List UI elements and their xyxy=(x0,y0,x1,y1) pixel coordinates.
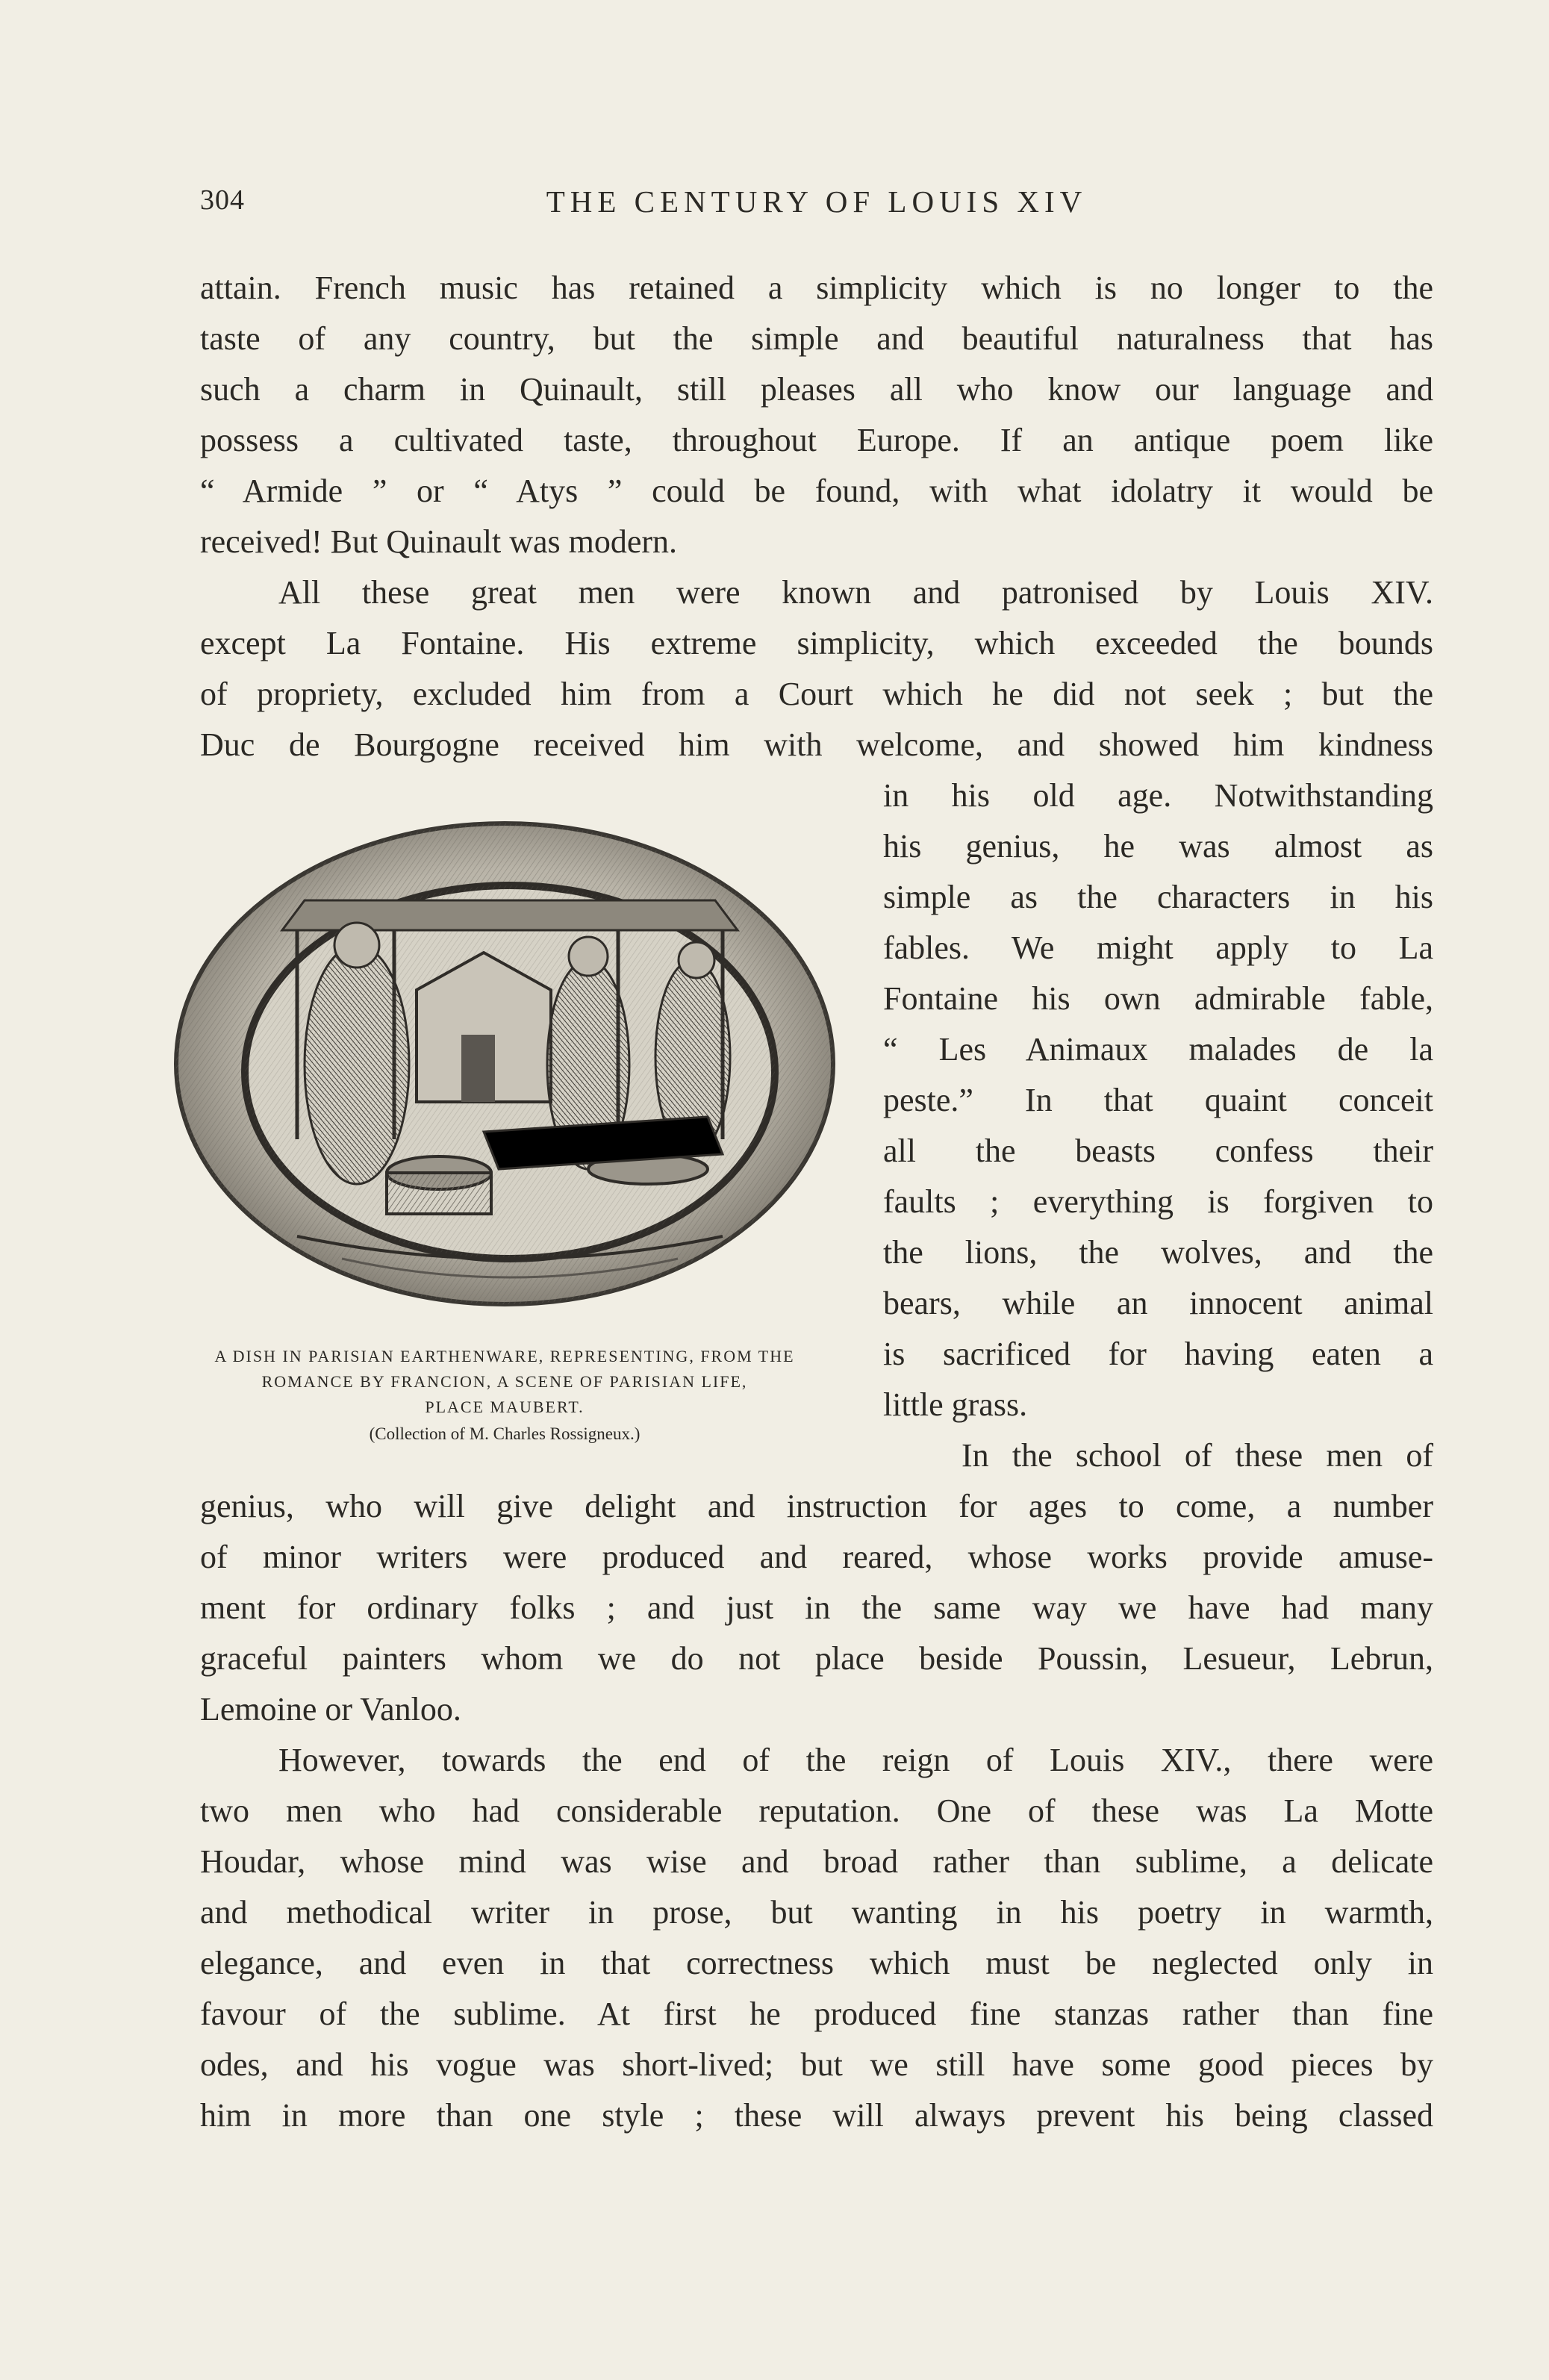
page-number: 304 xyxy=(200,184,245,216)
body-line: two men who had considerable reputation. One of these was La Motte xyxy=(200,1792,1433,1829)
body-line: in his old age. Notwithstanding xyxy=(883,777,1433,814)
body-line: the lions, the wolves, and the xyxy=(883,1234,1433,1271)
body-line: graceful painters whom we do not place beside Poussin, Lesueur, Lebrun, xyxy=(200,1640,1433,1677)
body-line: Lemoine or Vanloo. xyxy=(200,1691,461,1728)
body-line: received! But Quinault was modern. xyxy=(200,523,678,560)
body-line: “ Les Animaux malades de la xyxy=(883,1031,1433,1068)
body-line: of minor writers were produced and reared, whose works provide amuse- xyxy=(200,1539,1433,1575)
earthenware-dish-illustration xyxy=(170,818,839,1309)
dish-engraving-image xyxy=(170,818,839,1309)
body-line: bears, while an innocent animal xyxy=(883,1285,1433,1321)
figure-caption-line: PLACE MAUBERT. xyxy=(425,1398,585,1416)
body-line: except La Fontaine. His extreme simplicity, which exceeded the bounds xyxy=(200,625,1433,661)
body-line: Duc de Bourgogne received him with welcome, and showed him kindness xyxy=(200,726,1433,763)
figure-caption-line: A DISH IN PARISIAN EARTHENWARE, REPRESENTING, FROM THE xyxy=(214,1347,795,1365)
body-line: is sacrificed for having eaten a xyxy=(883,1336,1433,1372)
body-line: attain. French music has retained a simplicity which is no longer to the xyxy=(200,270,1433,306)
body-line: fables. We might apply to La xyxy=(883,929,1433,966)
body-line: Fontaine his own admirable fable, xyxy=(883,980,1433,1017)
body-line: such a charm in Quinault, still pleases all who know our language and xyxy=(200,371,1433,408)
body-line: ment for ordinary folks ; and just in the same way we have had many xyxy=(200,1589,1433,1626)
running-title: THE CENTURY OF LOUIS XIV xyxy=(546,184,1088,219)
body-line: “ Armide ” or “ Atys ” could be found, with what idolatry it would be xyxy=(200,473,1433,509)
body-line: peste.” In that quaint conceit xyxy=(883,1082,1433,1118)
body-line: little grass. xyxy=(883,1386,1028,1423)
body-line: possess a cultivated taste, throughout Europe. If an antique poem like xyxy=(200,422,1433,458)
body-line: faults ; everything is forgiven to xyxy=(883,1183,1433,1220)
body-line: taste of any country, but the simple and beautiful naturalness that has xyxy=(200,320,1433,357)
figure-credit: (Collection of M. Charles Rossigneux.) xyxy=(369,1424,641,1443)
body-line: all the beasts confess their xyxy=(883,1133,1433,1169)
body-line: In the school of these men of xyxy=(961,1437,1433,1474)
body-line: favour of the sublime. At first he produced fine stanzas rather than fine xyxy=(200,1996,1433,2032)
body-line: However, towards the end of the reign of Louis XIV., there were xyxy=(278,1742,1433,1778)
figure-caption-line: ROMANCE BY FRANCION, A SCENE OF PARISIAN LIFE, xyxy=(261,1372,748,1391)
body-line: his genius, he was almost as xyxy=(883,828,1433,865)
body-line: odes, and his vogue was short-lived; but we still have some good pieces by xyxy=(200,2046,1433,2083)
body-line: simple as the characters in his xyxy=(883,879,1433,915)
page-header xyxy=(200,184,1433,228)
body-line: All these great men were known and patronised by Louis XIV. xyxy=(278,574,1433,611)
body-line: and methodical writer in prose, but wanting in his poetry in warmth, xyxy=(200,1894,1433,1931)
body-line: elegance, and even in that correctness which must be neglected only in xyxy=(200,1945,1433,1981)
body-line: him in more than one style ; these will always prevent his being classed xyxy=(200,2097,1433,2134)
body-line: Houdar, whose mind was wise and broad rather than sublime, a delicate xyxy=(200,1843,1433,1880)
body-line: genius, who will give delight and instruction for ages to come, a number xyxy=(200,1488,1433,1524)
body-line: of propriety, excluded him from a Court which he did not seek ; but the xyxy=(200,676,1433,712)
